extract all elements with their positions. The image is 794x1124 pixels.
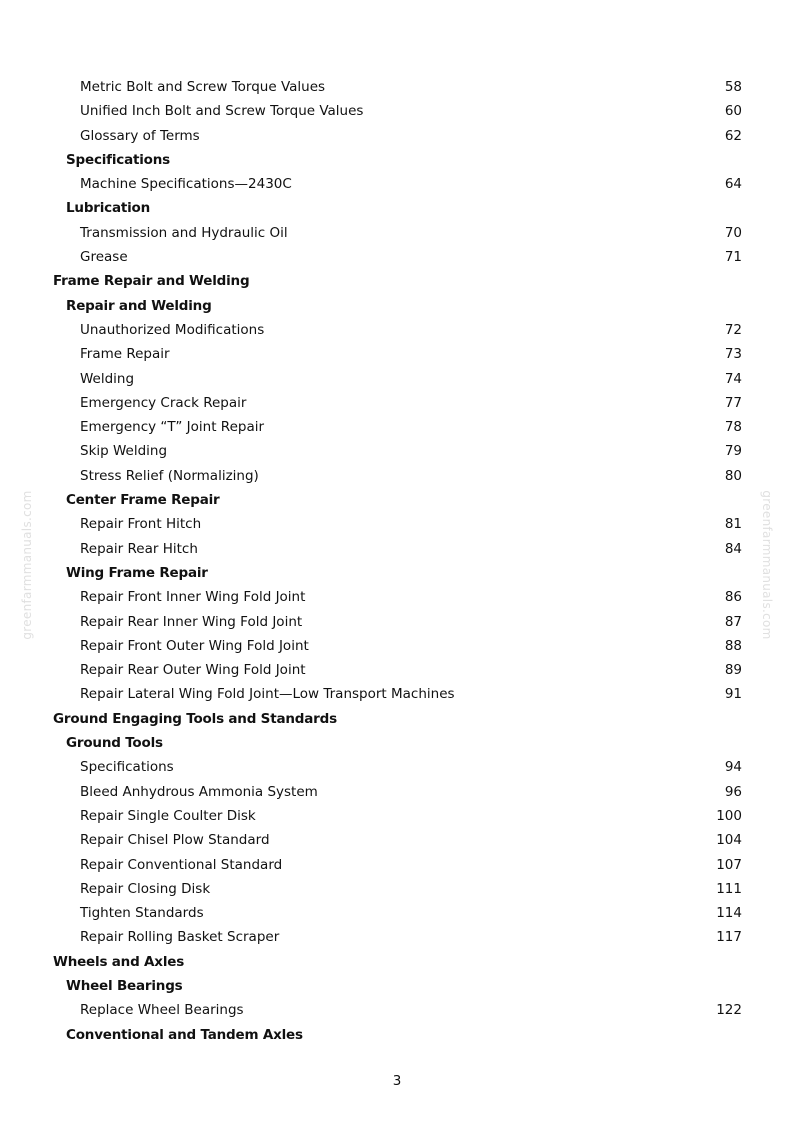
toc-entry-title: Repair Rolling Basket Scraper <box>80 929 280 946</box>
toc-entry-page-number: 114 <box>716 905 742 922</box>
toc-entry-title: Glossary of Terms <box>80 127 200 144</box>
toc-entry-title: Repair and Welding <box>66 297 212 314</box>
toc-entry-title: Emergency “T” Joint Repair <box>80 419 265 436</box>
toc-entry-page-number: 94 <box>724 759 742 776</box>
toc-entry-title: Ground Tools <box>66 735 163 752</box>
toc-section-heading <box>0 731 794 755</box>
watermark-left: greenfarmmanuals.com <box>20 490 34 640</box>
toc-entry-title: Stress Relief (Normalizing) <box>80 467 259 484</box>
toc-entry-page-number: 73 <box>724 346 742 363</box>
toc-entry-page-number: 70 <box>724 224 742 241</box>
toc-entry <box>0 439 794 463</box>
toc-entry-title: Repair Conventional Standard <box>80 856 283 873</box>
toc-entry-page-number: 60 <box>724 103 742 120</box>
table-of-contents <box>0 75 794 1047</box>
toc-entry <box>0 901 794 925</box>
toc-entry <box>0 391 794 415</box>
toc-entry <box>0 998 794 1022</box>
toc-section-heading <box>0 196 794 220</box>
toc-section-heading <box>0 488 794 512</box>
toc-entry-title: Grease <box>80 249 128 266</box>
toc-entry-title: Welding <box>80 370 135 387</box>
toc-entry-page-number: 87 <box>724 613 742 630</box>
toc-entry-title: Bleed Anhydrous Ammonia System <box>80 783 318 800</box>
toc-section-heading <box>0 974 794 998</box>
toc-entry <box>0 415 794 439</box>
toc-entry-page-number: 62 <box>724 127 742 144</box>
toc-entry-page-number: 79 <box>724 443 742 460</box>
toc-entry <box>0 221 794 245</box>
toc-chapter-heading <box>0 707 794 731</box>
toc-entry-page-number: 107 <box>716 856 742 873</box>
toc-entry-page-number: 71 <box>724 249 742 266</box>
toc-entry-page-number: 84 <box>724 540 742 557</box>
toc-entry-page-number: 122 <box>716 1002 742 1019</box>
toc-entry-title: Specifications <box>66 151 170 168</box>
toc-entry-page-number: 111 <box>716 880 742 897</box>
toc-entry <box>0 75 794 99</box>
toc-entry <box>0 755 794 779</box>
toc-entry-title: Frame Repair <box>80 346 170 363</box>
toc-entry <box>0 318 794 342</box>
toc-section-heading <box>0 561 794 585</box>
toc-entry <box>0 804 794 828</box>
toc-entry <box>0 853 794 877</box>
toc-entry-title: Specifications <box>80 759 174 776</box>
toc-entry-page-number: 64 <box>724 176 742 193</box>
toc-entry-title: Skip Welding <box>80 443 168 460</box>
toc-entry-title: Frame Repair and Welding <box>53 273 250 290</box>
toc-entry <box>0 780 794 804</box>
toc-entry-title: Conventional and Tandem Axles <box>66 1026 303 1043</box>
toc-entry <box>0 658 794 682</box>
toc-entry-title: Wheel Bearings <box>66 977 183 994</box>
toc-entry-title: Repair Rear Hitch <box>80 540 198 557</box>
toc-entry-page-number: 77 <box>724 394 742 411</box>
toc-chapter-heading <box>0 269 794 293</box>
toc-entry <box>0 464 794 488</box>
toc-entry-page-number: 117 <box>716 929 742 946</box>
toc-entry-title: Repair Closing Disk <box>80 880 211 897</box>
toc-entry <box>0 367 794 391</box>
toc-entry-page-number: 104 <box>716 832 742 849</box>
toc-entry <box>0 342 794 366</box>
toc-entry-page-number: 91 <box>724 686 742 703</box>
toc-entry-title: Center Frame Repair <box>66 492 220 509</box>
toc-entry-title: Replace Wheel Bearings <box>80 1002 244 1019</box>
toc-entry-page-number: 100 <box>716 807 742 824</box>
toc-entry <box>0 585 794 609</box>
toc-section-heading <box>0 1023 794 1047</box>
toc-entry-page-number: 89 <box>724 662 742 679</box>
toc-entry <box>0 634 794 658</box>
toc-entry <box>0 682 794 706</box>
toc-entry-page-number: 96 <box>724 783 742 800</box>
toc-entry-title: Repair Chisel Plow Standard <box>80 832 270 849</box>
toc-entry-title: Emergency Crack Repair <box>80 394 247 411</box>
toc-entry-title: Unified Inch Bolt and Screw Torque Values <box>80 103 364 120</box>
toc-entry-title: Repair Front Inner Wing Fold Joint <box>80 589 306 606</box>
toc-entry <box>0 124 794 148</box>
toc-entry-title: Wing Frame Repair <box>66 564 208 581</box>
toc-entry-title: Unauthorized Modifications <box>80 321 265 338</box>
toc-entry <box>0 828 794 852</box>
toc-entry-page-number: 58 <box>724 79 742 95</box>
toc-entry-title: Repair Front Hitch <box>80 516 202 533</box>
toc-entry <box>0 245 794 269</box>
page-number: 3 <box>392 1073 402 1089</box>
toc-entry <box>0 877 794 901</box>
toc-entry-page-number: 74 <box>724 370 742 387</box>
toc-entry-title: Repair Single Coulter Disk <box>80 807 256 824</box>
toc-entry-title: Repair Rear Inner Wing Fold Joint <box>80 613 303 630</box>
toc-entry-title: Repair Rear Outer Wing Fold Joint <box>80 662 306 679</box>
toc-entry-title: Ground Engaging Tools and Standards <box>53 710 337 727</box>
toc-entry <box>0 537 794 561</box>
toc-entry-title: Machine Specifications—2430C <box>80 176 292 193</box>
toc-chapter-heading <box>0 950 794 974</box>
toc-entry-page-number: 78 <box>724 419 742 436</box>
toc-entry <box>0 99 794 123</box>
toc-entry-title: Metric Bolt and Screw Torque Values <box>80 79 326 95</box>
toc-entry-title: Lubrication <box>66 200 151 217</box>
toc-entry-page-number: 81 <box>724 516 742 533</box>
toc-entry <box>0 925 794 949</box>
toc-entry-title: Transmission and Hydraulic Oil <box>80 224 288 241</box>
toc-entry <box>0 512 794 536</box>
toc-entry-page-number: 72 <box>724 321 742 338</box>
toc-entry-page-number: 86 <box>724 589 742 606</box>
toc-entry-title: Tighten Standards <box>80 905 204 922</box>
toc-section-heading <box>0 294 794 318</box>
toc-entry-title: Repair Lateral Wing Fold Joint—Low Transport Machines <box>80 686 455 703</box>
toc-entry <box>0 610 794 634</box>
toc-section-heading <box>0 148 794 172</box>
watermark-right: greenfarmmanuals.com <box>760 490 774 640</box>
toc-entry <box>0 172 794 196</box>
toc-entry-page-number: 80 <box>724 467 742 484</box>
toc-entry-title: Repair Front Outer Wing Fold Joint <box>80 637 309 654</box>
toc-entry-title: Wheels and Axles <box>53 953 185 970</box>
toc-entry-page-number: 88 <box>724 637 742 654</box>
